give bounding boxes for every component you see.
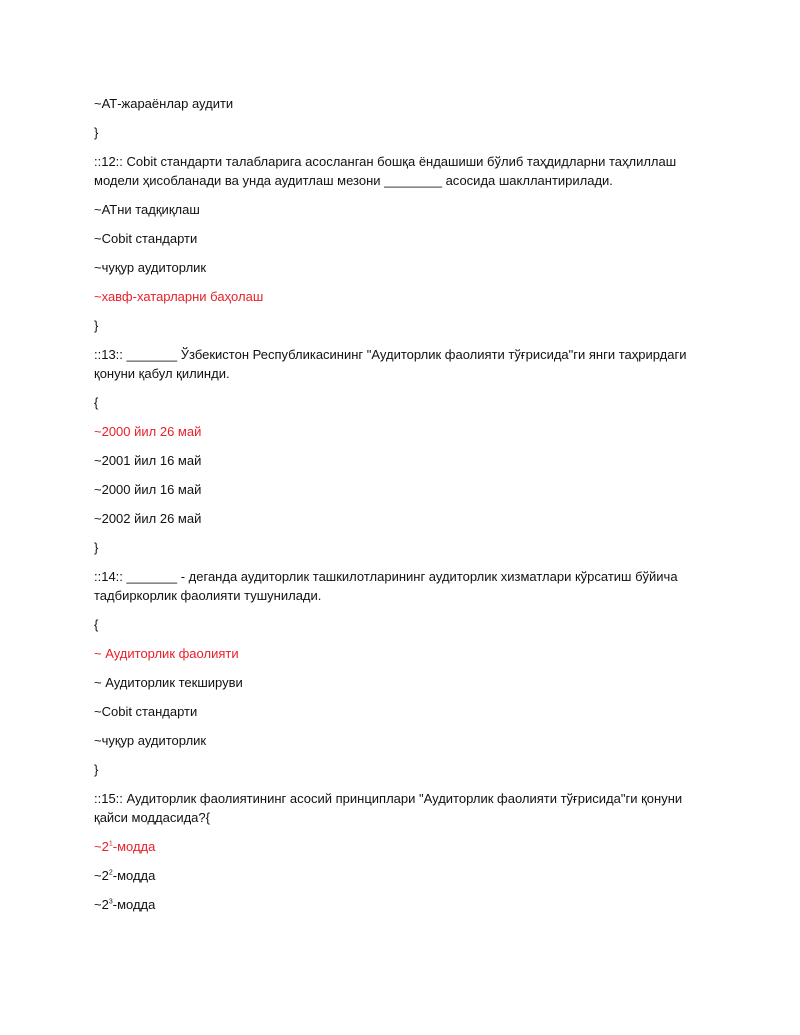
- document-content: [94, 94, 714, 914]
- answer-option: ~2000 йил 16 май: [94, 482, 202, 497]
- closing-brace: }: [94, 125, 99, 140]
- answer-option: ~2002 йил 26 май: [94, 511, 202, 526]
- answer-option: [94, 895, 714, 914]
- article-superscript: 2: [108, 869, 113, 877]
- correct-answer-option: ~2000 йил 26 май: [94, 424, 202, 439]
- answer-option: ~Cobit стандарти: [94, 704, 198, 719]
- opening-brace: {: [94, 617, 99, 632]
- answer-option: ~Cobit стандарти: [94, 231, 198, 246]
- question-13: ::13:: _______ Ўзбекистон Республикасининг "Аудиторлик фаолияти тўғрисида"ги янги таҳрирдаги қонуни қабул қилинди.: [94, 347, 691, 381]
- closing-brace: }: [94, 318, 99, 333]
- correct-answer-option: ~ Аудиторлик фаолияти: [94, 646, 239, 661]
- question-15: ::15:: Аудиторлик фаолиятининг асосий принциплари "Аудиторлик фаолияти тўғрисида"ги қонуни қайси моддасида?{: [94, 791, 686, 825]
- article-superscript: 1: [108, 840, 113, 848]
- article-suffix: -модда: [112, 897, 156, 912]
- article-prefix: ~2: [94, 868, 109, 883]
- correct-answer-option: [94, 837, 714, 856]
- opening-brace: {: [94, 395, 99, 410]
- article-suffix: -модда: [112, 839, 156, 854]
- answer-option: ~2001 йил 16 май: [94, 453, 202, 468]
- answer-option: ~АТ-жараёнлар аудити: [94, 96, 234, 111]
- article-suffix: -модда: [112, 868, 156, 883]
- article-prefix: ~2: [94, 897, 109, 912]
- answer-option: ~ Аудиторлик текшируви: [94, 675, 243, 690]
- closing-brace: }: [94, 762, 99, 777]
- article-superscript: 3: [108, 898, 113, 906]
- question-14: ::14:: _______ - деганда аудиторлик ташкилотларининг аудиторлик хизматлари кўрсатиш бўйича тадбиркорлик фаолияти тушунилади.: [94, 569, 682, 603]
- article-prefix: ~2: [94, 839, 109, 854]
- answer-option: [94, 866, 714, 885]
- question-12: ::12:: Cobit стандарти талабларига асосланган бошқа ёндашиши бўлиб таҳдидларни таҳлиллаш модели ҳисобланади ва унда аудитлаш мезони ________ асосида шакллантирилади.: [94, 154, 680, 188]
- answer-option: ~АТни тадқиқлаш: [94, 202, 200, 217]
- correct-answer-option: ~хавф-хатарларни баҳолаш: [94, 289, 264, 304]
- closing-brace: }: [94, 540, 99, 555]
- answer-option: ~чуқур аудиторлик: [94, 260, 207, 275]
- answer-option: ~чуқур аудиторлик: [94, 733, 207, 748]
